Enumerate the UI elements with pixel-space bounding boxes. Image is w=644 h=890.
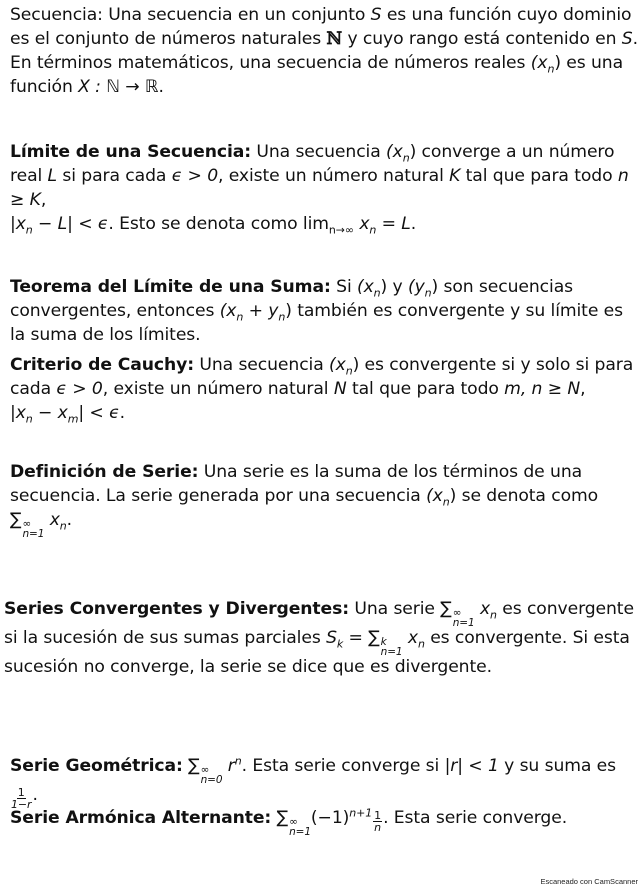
text: . Esta serie converge. bbox=[383, 808, 568, 828]
text: y su suma es bbox=[498, 756, 617, 776]
math-subscript: k bbox=[336, 637, 344, 651]
text: y cuyo rango está contenido en bbox=[342, 29, 622, 49]
math-symbol: x bbox=[353, 214, 370, 234]
sigma-symbol: ∑ bbox=[10, 510, 22, 530]
text: también es convergente y su límite es la suma de los límites. bbox=[10, 301, 623, 345]
text: , bbox=[580, 379, 586, 399]
text: . bbox=[32, 785, 38, 805]
text: es una función bbox=[10, 53, 623, 97]
section-heading: Serie Geométrica: bbox=[10, 756, 183, 776]
text: es convergente si la sucesión de sus sumas parciales bbox=[4, 599, 634, 648]
sum-upper: k bbox=[380, 636, 387, 648]
sum-expression bbox=[440, 597, 475, 629]
paragraph-armonica bbox=[10, 806, 638, 838]
paragraph-geometrica bbox=[10, 754, 638, 811]
sum-lower: n=1 bbox=[380, 646, 403, 658]
math-symbol: r bbox=[222, 756, 235, 776]
math-expression: | < ϵ bbox=[78, 403, 120, 423]
math-symbol: N bbox=[333, 379, 347, 399]
math-symbol: L bbox=[47, 166, 58, 186]
sum-lower: n=1 bbox=[22, 528, 45, 540]
text: tal que para todo bbox=[460, 166, 618, 186]
text: . Esta serie converge si bbox=[241, 756, 445, 776]
text: . bbox=[158, 77, 164, 97]
math-expression: ϵ > 0 bbox=[56, 379, 103, 399]
math-subscript: n bbox=[278, 310, 286, 324]
section-heading: Serie Armónica Alternante: bbox=[10, 808, 272, 828]
section-heading: Teorema del Límite de una Suma: bbox=[10, 277, 331, 297]
math-subscript: n→∞ bbox=[328, 223, 354, 237]
sum-upper: ∞ bbox=[452, 607, 462, 619]
text: , existe un número natural bbox=[218, 166, 450, 186]
text: . bbox=[119, 403, 125, 423]
paragraph-secuencia bbox=[10, 3, 638, 99]
section-heading: Criterio de Cauchy: bbox=[10, 355, 195, 375]
text: , existe un número natural bbox=[102, 379, 334, 399]
sum-upper: ∞ bbox=[22, 518, 32, 530]
math-subscript: n bbox=[25, 223, 33, 237]
text: Si bbox=[330, 277, 357, 297]
math-expression: − L| < ϵ bbox=[32, 214, 109, 234]
math-symbol: ) bbox=[449, 486, 457, 506]
math-symbol: ℕ bbox=[326, 29, 343, 49]
math-symbol: (y bbox=[407, 277, 425, 297]
paragraph-teorema-suma bbox=[10, 275, 638, 347]
math-superscript: n+1 bbox=[349, 806, 373, 820]
sum-limits bbox=[201, 765, 223, 785]
paragraph-cauchy bbox=[10, 353, 638, 425]
math-subscript: n bbox=[490, 608, 497, 622]
sum-expression bbox=[276, 806, 311, 838]
fraction-denominator: 1−r bbox=[11, 797, 32, 811]
math-symbol: (x bbox=[356, 277, 374, 297]
math-expression: ϵ > 0 bbox=[171, 166, 219, 186]
fraction-denominator: n bbox=[374, 820, 382, 834]
sum-lower: n=1 bbox=[452, 617, 475, 629]
text: y bbox=[387, 277, 408, 297]
text: . En términos matemáticos, una secuencia de números reales bbox=[10, 29, 638, 73]
math-subscript: n bbox=[402, 151, 410, 165]
section-heading: Series Convergentes y Divergentes: bbox=[4, 599, 350, 619]
text: converge a un número real bbox=[10, 142, 615, 186]
sigma-symbol: ∑ bbox=[188, 756, 200, 776]
sigma-symbol: ∑ bbox=[368, 628, 380, 648]
sum-upper: ∞ bbox=[289, 816, 298, 828]
text: Una serie bbox=[349, 599, 441, 619]
paragraph-limite bbox=[10, 140, 638, 236]
text: , bbox=[40, 190, 47, 210]
sum-limits bbox=[289, 817, 311, 837]
sum-limits bbox=[381, 637, 403, 657]
fraction-numerator: 1 bbox=[17, 785, 25, 799]
math-subscript: n bbox=[424, 286, 432, 300]
text: es convergente. Si esta sucesión no converge, la serie se dice que es divergente. bbox=[4, 628, 630, 677]
math-symbol: x bbox=[44, 510, 60, 530]
math-subscript: n bbox=[25, 412, 33, 426]
fraction-numerator: 1 bbox=[374, 808, 382, 822]
math-symbol: S bbox=[326, 628, 337, 648]
sum-upper: ∞ bbox=[200, 764, 210, 776]
text: Una secuencia bbox=[194, 355, 330, 375]
math-expression: = L bbox=[376, 214, 411, 234]
math-symbol: + y bbox=[243, 301, 279, 321]
sigma-symbol: ∑ bbox=[440, 599, 452, 619]
math-subscript: n bbox=[547, 62, 555, 76]
math-expression: − x bbox=[32, 403, 68, 423]
math-superscript: n bbox=[234, 754, 242, 768]
math-symbol: (x bbox=[386, 142, 403, 162]
math-symbol: (x bbox=[219, 301, 237, 321]
math-expression: |r| < 1 bbox=[444, 756, 499, 776]
text: Una serie es la suma de los términos de una secuencia. La serie generada por una secuencia bbox=[10, 462, 583, 506]
math-symbol: (x bbox=[426, 486, 443, 506]
sigma-symbol: ∑ bbox=[276, 808, 289, 828]
math-symbol: ) bbox=[285, 301, 292, 321]
text: Secuencia: Una secuencia en un conjunto bbox=[10, 5, 371, 25]
scanner-watermark: Escaneado con CamScanner bbox=[540, 877, 638, 886]
math-expression: m, n ≥ N bbox=[504, 379, 581, 399]
math-subscript: n bbox=[442, 495, 450, 509]
math-symbol: ) bbox=[380, 277, 388, 297]
text: son secuencias convergentes, entonces bbox=[10, 277, 573, 321]
math-subscript: n bbox=[345, 364, 353, 378]
math-expression: X : ℕ → ℝ bbox=[78, 77, 159, 97]
text: . bbox=[410, 214, 417, 234]
math-symbol: K bbox=[449, 166, 461, 186]
math-symbol: (−1) bbox=[310, 808, 350, 828]
math-subscript: n bbox=[373, 286, 381, 300]
math-symbol: ) bbox=[431, 277, 439, 297]
math-symbol: x bbox=[474, 599, 491, 619]
sum-expression bbox=[188, 754, 223, 786]
math-subscript: n bbox=[236, 310, 244, 324]
math-expression: |x bbox=[10, 403, 26, 423]
math-subscript: n bbox=[417, 637, 425, 651]
sum-limits bbox=[22, 519, 44, 539]
sum-lower: n=1 bbox=[289, 826, 311, 838]
math-expression: n ≥ K bbox=[10, 166, 629, 210]
math-symbol: ) bbox=[554, 53, 561, 73]
math-symbol: x bbox=[402, 628, 418, 648]
text: Una secuencia bbox=[251, 142, 387, 162]
text: . bbox=[66, 510, 73, 530]
sum-lower: n=0 bbox=[200, 774, 223, 786]
text: es una función cuyo dominio es el conjunto de números naturales bbox=[10, 5, 632, 49]
text: se denota como bbox=[456, 486, 599, 506]
section-heading: Límite de una Secuencia: bbox=[10, 142, 252, 162]
text: tal que para todo bbox=[346, 379, 505, 399]
math-symbol: (x bbox=[329, 355, 346, 375]
text: . Esto se denota como lim bbox=[108, 214, 329, 234]
math-symbol: ) bbox=[409, 142, 417, 162]
math-symbol: = bbox=[343, 628, 369, 648]
sum-expression bbox=[10, 508, 45, 540]
math-subscript: n bbox=[59, 519, 67, 533]
math-symbol: (x bbox=[530, 53, 548, 73]
math-expression: |x bbox=[10, 214, 26, 234]
math-symbol: S bbox=[370, 5, 382, 25]
math-symbol: ) bbox=[352, 355, 360, 375]
text: es convergente si y solo si para cada bbox=[10, 355, 634, 399]
paragraph-serie bbox=[10, 460, 638, 540]
section-heading: Definición de Serie: bbox=[10, 462, 199, 482]
sum-limits bbox=[453, 608, 475, 628]
math-subscript: m bbox=[67, 412, 79, 426]
math-subscript: n bbox=[369, 223, 377, 237]
math-symbol: S bbox=[621, 29, 633, 49]
sum-expression bbox=[368, 626, 403, 658]
paragraph-convergentes bbox=[4, 597, 638, 679]
fraction bbox=[373, 810, 382, 833]
text: si para cada bbox=[57, 166, 172, 186]
